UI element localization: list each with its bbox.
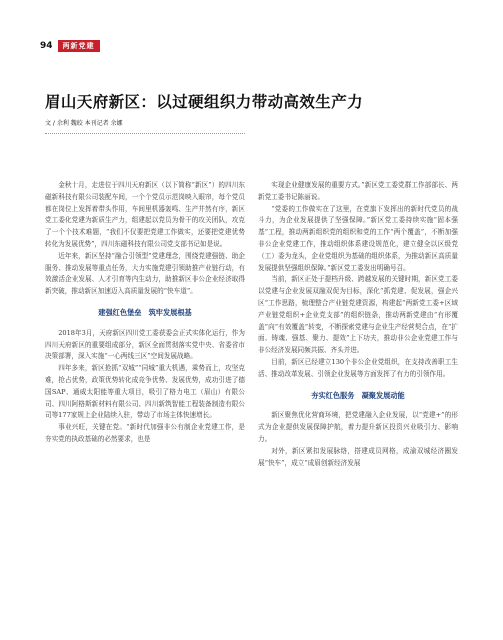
page-number: 94 — [40, 41, 53, 51]
paragraph: 四年多来，新区抢抓“双城”“同城”重大机遇，乘势而上，攻坚克难，抢占优势，政策优势转化成竞争优势、发展优势，成功引进了德国SAP、通威太阳能等重大项目，吸引了格力电工（眉山）有限公司、四川阿格斯新材料有限公司、四川新筑智能工程装备制造有限公司等177家规上企业陆续入驻，带动了市场主体快速增长。 — [45, 364, 245, 420]
paragraph: “党委的工作做实在了这里，在党旗下发挥出的新时代党员的战斗力，为企业发展提供了坚强保障。”新区党工委持续实施“固本强基”工程，推动两新组织党的组织和党的工作“两个覆盖”，不断加强非公企业党建工作，推动组织体系建设规范化，建立健全以区级党（工）委为龙头，企业党组织为基础的组织体系，为推动新区高质量发展提供坚强组织保障。”新区党工委发出明确号召。 — [258, 204, 458, 272]
paragraph: 对外，新区紧扣发展脉络，搭建成员网格，成渝双城经济圈发展“快车”，成立“成眉创新经济发展 — [258, 446, 458, 467]
paragraph: 目前，新区已经建立130个非公企业党组织，在支持改善职工生活、推动改革发展、引领企业发展等方面发挥了有力的引领作用。 — [258, 357, 458, 378]
page-header — [40, 40, 100, 52]
section-tag: 两新党建 — [58, 40, 100, 52]
section-heading: 建强红色堡垒 筑牢发展根基 — [98, 307, 192, 317]
left-column — [45, 180, 245, 446]
paragraph: 当前，新区正处于提档升级、跨越发展的关键时期，新区党工委以党建与企业发展双融双促为目标，深化“抓党建、促发展，强企兴区”工作思路，梳理整合产业链党建资源，构建起“两新党工委+区域产业链党组织+企业党支部”的组织链条，推动两新党建由“有形覆盖”向“有效覆盖”转变，不断探索党建与企业生产经营契合点，在“扩面、铸魂、强基、聚力、提效”上下功夫，推动非公企业党建工作与非公经济发展同频共振、齐头并进。 — [258, 275, 458, 355]
byline-divider — [45, 133, 245, 134]
paragraph: 实现企业健康发展的重要方式。”新区党工委党群工作部部长、两新党工委书记陈丽说。 — [258, 181, 458, 201]
right-column — [258, 180, 458, 469]
paragraph: 近年来，新区坚持“融合引领型”党建理念，围绕党建强链、助企服务、推动发展等重点任务，大力实施党建引领助推产业链行动，有效激活企业发展、人才引育等内生动力，助推新区非公企业经济取得新突破，推动新区加速迈入高质量发展的“快车道”。 — [45, 251, 245, 296]
paragraph: 事业兴旺，关键在党。“新时代加强非公有制企业党建工作，是夯实党的执政基础的必然要求，也是 — [45, 423, 245, 443]
article-title: 眉山天府新区：以过硬组织力带动高效生产力 — [45, 93, 364, 111]
paragraph: 金秋十月，走进位于四川天府新区（以下简称“新区”）的四川东磁新科技有限公司装配车间，一个个党员示范岗映入眼帘，每个党员都在岗位上发挥着带头作用，车间里机器轰鸣、生产井然有序，新区党工委化党建为新质生产力，组建起以党员为骨干的攻关团队，攻克了一个个技术难题，“我们不仅要把党建工作做实，还要把党建优势转化为发展优势”，四川东磁科技有限公司党支部书记如是说。 — [45, 181, 245, 248]
paragraph: 新区聚焦优化营商环境，把党建融入企业发展，以“党建+”的形式为企业提供发展保障护航，着力提升新区投资兴业吸引力、影响力。 — [258, 411, 458, 443]
paragraph: 2018年3月，天府新区四川党工委获委会正式实体化运行，作为四川天府新区的重要组成部分，新区全面贯彻落实党中央、省委省市决策部署，深入实施“一心两线三区”空间发展战略。 — [45, 328, 245, 361]
section-heading: 夯实红色服务 凝聚发展动能 — [311, 390, 405, 400]
article-byline: 文 / 余利 魏皎 本刊记者 余娜 — [45, 120, 123, 127]
